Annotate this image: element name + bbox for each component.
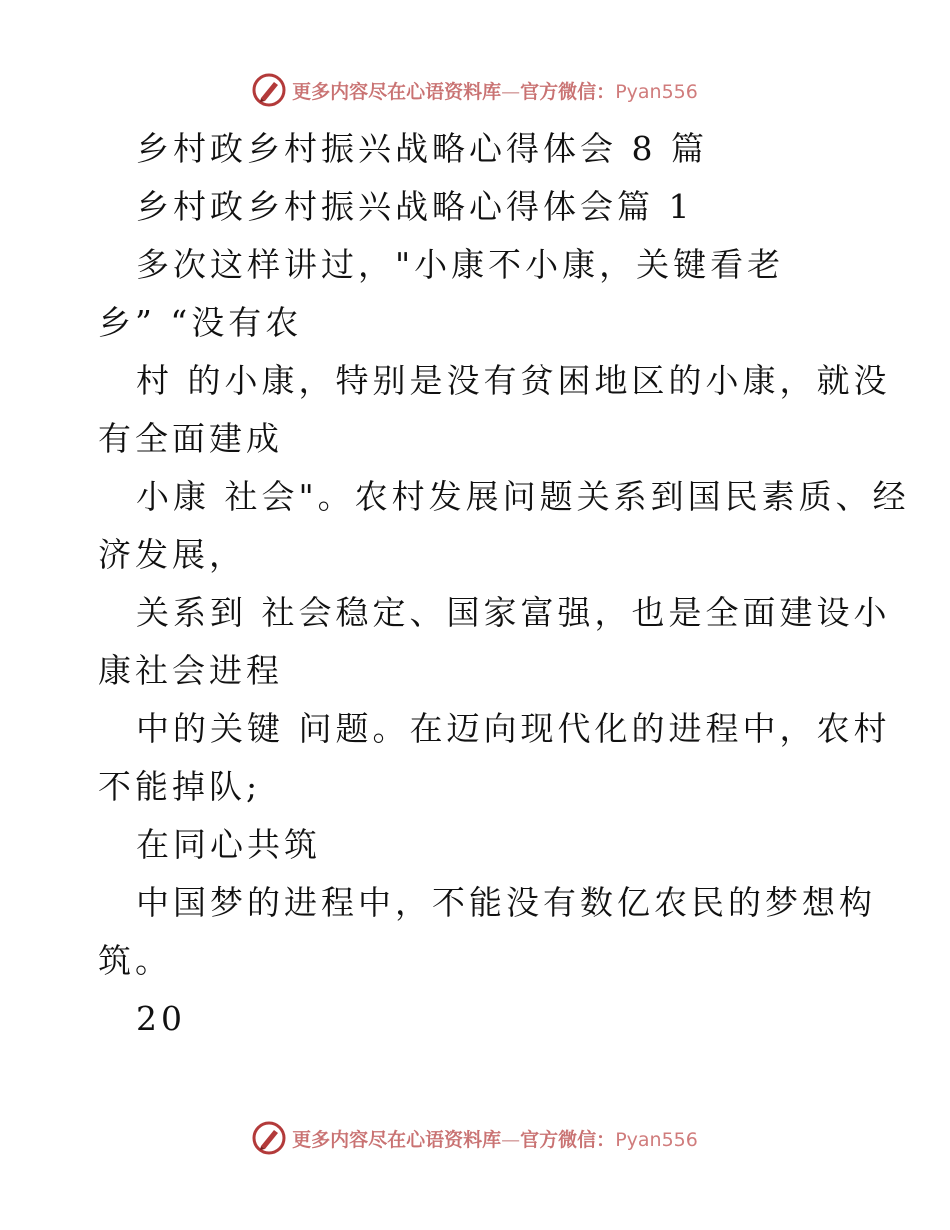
doc-line: 筑。 bbox=[98, 941, 172, 980]
doc-line: 不能掉队; bbox=[98, 767, 262, 806]
doc-line: 关系到 社会稳定、国家富强，也是全面建设小 bbox=[136, 593, 891, 632]
header-banner bbox=[0, 70, 950, 110]
doc-line: 小康 社会"。农村发展问题关系到国民素质、经 bbox=[136, 477, 910, 516]
pen-logo-icon bbox=[252, 73, 286, 107]
doc-line: 中国梦的进程中，不能没有数亿农民的梦想构 bbox=[136, 883, 876, 922]
doc-line: 有全面建成 bbox=[98, 419, 283, 458]
doc-line: 济发展， bbox=[98, 535, 246, 574]
doc-line: 20 bbox=[136, 999, 186, 1038]
doc-title: 乡村政乡村振兴战略心得体会 8 篇 bbox=[136, 129, 708, 168]
doc-subtitle: 乡村政乡村振兴战略心得体会篇 1 bbox=[136, 187, 694, 226]
footer-banner bbox=[0, 1118, 950, 1158]
doc-line: 多次这样讲过，"小康不小康，关键看老 bbox=[136, 245, 785, 284]
pen-logo-icon bbox=[252, 1121, 286, 1155]
doc-line: 在同心共筑 bbox=[136, 825, 321, 864]
doc-line: 村 的小康，特别是没有贫困地区的小康，就没 bbox=[136, 361, 891, 400]
doc-line: 康社会进程 bbox=[98, 651, 283, 690]
doc-line: 中的关键 问题。在迈向现代化的进程中，农村 bbox=[136, 709, 891, 748]
banner-text: 更多内容尽在心语资料库—官方微信：Pyan556 bbox=[292, 80, 698, 103]
doc-line: 乡” “没有农 bbox=[98, 303, 303, 342]
document-body bbox=[98, 120, 910, 1048]
banner-text: 更多内容尽在心语资料库—官方微信：Pyan556 bbox=[292, 1128, 698, 1151]
